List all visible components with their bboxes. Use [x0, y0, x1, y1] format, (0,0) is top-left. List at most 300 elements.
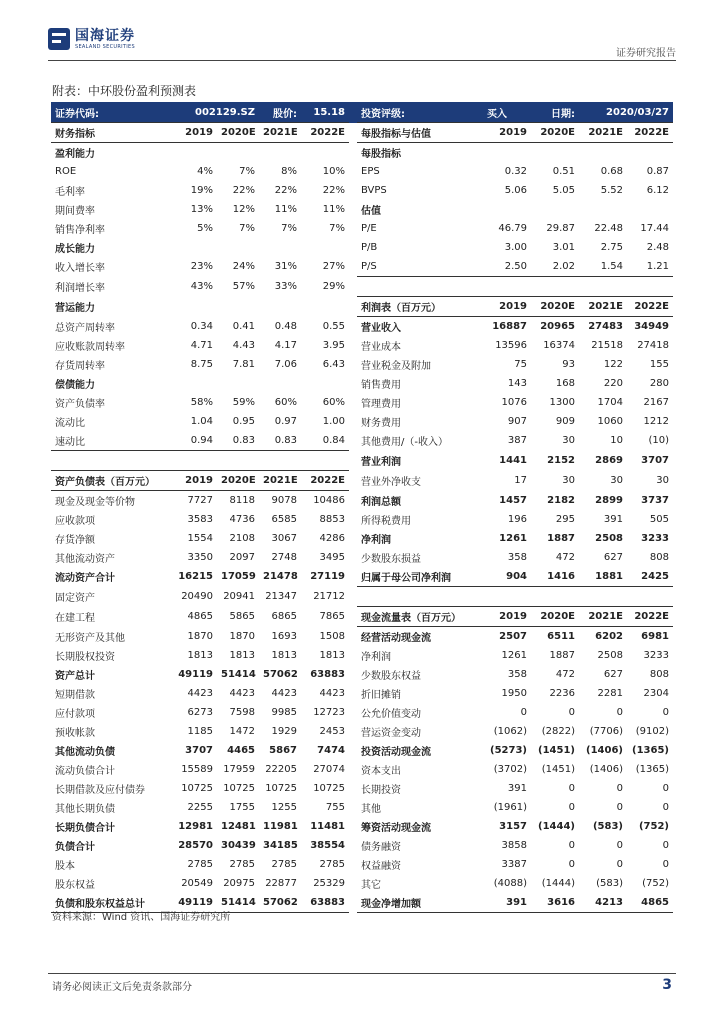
column-gap — [349, 741, 357, 760]
left-label-cell: 无形资产及其他 — [55, 632, 125, 644]
right-value-cell: (3702) — [493, 764, 527, 775]
left-label-cell: 应收款项 — [55, 516, 95, 527]
left-value-cell: 6865 — [271, 611, 297, 622]
right-label-cell: 权益融资 — [361, 861, 401, 872]
column-gap — [349, 548, 357, 567]
right-value-cell — [579, 277, 627, 297]
table-row — [51, 665, 673, 684]
column-gap — [349, 817, 357, 836]
page-number: 3 — [662, 977, 672, 993]
left-value-cell: 2022E — [301, 123, 349, 143]
forecast-table-body — [51, 102, 673, 913]
left-value-cell: 51414 — [217, 893, 259, 913]
column-gap — [349, 317, 357, 337]
left-value-cell: 7% — [281, 223, 297, 234]
right-value-cell: 3233 — [641, 533, 669, 544]
left-value-cell: 1813 — [229, 650, 255, 661]
left-value-cell: 22877 — [265, 878, 297, 889]
right-label-cell: 投资活动现金流 — [361, 747, 431, 758]
right-value-cell — [579, 143, 627, 163]
right-value-cell: 27483 — [588, 321, 623, 332]
left-value-cell: 6273 — [187, 707, 213, 718]
right-label-cell: 每股指标 — [361, 149, 401, 160]
left-value-cell: 10486 — [313, 495, 345, 506]
left-value-cell: 11% — [322, 204, 345, 215]
right-value-cell: 907 — [507, 416, 527, 427]
table-row — [51, 277, 673, 297]
left-value-cell: 1813 — [271, 650, 297, 661]
left-label-cell: 现金及现金等价物 — [55, 497, 135, 508]
column-gap — [349, 471, 357, 491]
right-value-cell — [483, 143, 531, 163]
right-value-cell: 0 — [662, 707, 669, 718]
left-value-cell: 57062 — [259, 893, 301, 913]
column-gap — [349, 529, 357, 548]
right-label-cell: 所得税费用 — [361, 516, 411, 527]
right-value-cell: (583) — [596, 878, 623, 889]
left-value-cell: 58% — [190, 397, 213, 408]
right-value-cell: 1887 — [547, 533, 575, 544]
left-value-cell: 0.97 — [274, 416, 297, 427]
left-value-cell: 63883 — [301, 893, 349, 913]
table-row — [51, 491, 673, 511]
left-value-cell: 2785 — [271, 859, 297, 870]
right-label-cell: 少数股东损益 — [361, 554, 421, 565]
right-value-cell: 1704 — [597, 397, 623, 408]
left-label-cell: 负债和股东权益总计 — [51, 893, 169, 913]
left-value-cell: 4865 — [187, 611, 213, 622]
right-value-cell — [531, 143, 579, 163]
right-label-cell: 营业税金及附加 — [361, 361, 431, 372]
left-value-cell: 1.04 — [190, 416, 213, 427]
right-value-cell: 4213 — [579, 893, 627, 913]
right-label-cell: 估值 — [361, 206, 381, 217]
left-value-cell: 7727 — [187, 495, 213, 506]
right-label-cell: 管理费用 — [361, 399, 401, 410]
left-value-cell: 24% — [232, 261, 255, 273]
left-value-cell: 2019 — [169, 471, 217, 491]
right-value-cell: (752) — [638, 821, 669, 832]
right-value-cell: 0 — [662, 859, 669, 870]
rating-value: 买入 — [483, 102, 531, 123]
left-value-cell: 51414 — [221, 669, 256, 680]
left-value-cell: 7598 — [229, 707, 255, 718]
right-label-cell: 营运资金变动 — [361, 728, 421, 739]
left-value-cell: 1472 — [229, 726, 255, 737]
left-label-cell: 收入增长率 — [55, 263, 105, 275]
left-value-cell: 10725 — [313, 783, 345, 794]
left-label-cell: 其他长期负债 — [55, 804, 115, 815]
left-label-cell: 盈利能力 — [55, 149, 95, 160]
left-value-cell — [169, 297, 217, 317]
right-value-cell: 2021E — [579, 297, 627, 317]
left-label-cell: 营运能力 — [55, 303, 95, 314]
right-value-cell: (1406) — [589, 764, 623, 775]
left-value-cell: 12723 — [313, 707, 345, 718]
table-row — [51, 257, 673, 277]
left-label-cell: 期间费率 — [55, 206, 95, 217]
left-value-cell: 4286 — [319, 533, 345, 544]
right-label-cell: 其它 — [361, 880, 381, 891]
left-value-cell: 30439 — [221, 840, 256, 851]
right-value-cell: 2022E — [627, 123, 673, 143]
table-row — [51, 684, 673, 703]
left-value-cell: 2785 — [187, 859, 213, 870]
report-type: 证券研究报告 — [616, 48, 676, 59]
column-gap — [349, 336, 357, 355]
left-value-cell: 4% — [197, 166, 213, 177]
left-value-cell: 5% — [197, 223, 213, 234]
column-gap — [349, 779, 357, 798]
right-value-cell: (1062) — [493, 726, 527, 737]
right-value-cell: (9102) — [635, 726, 669, 737]
left-label-cell: 存货净额 — [55, 535, 95, 546]
left-value-cell: 19% — [190, 185, 213, 196]
left-value-cell: 60% — [322, 397, 345, 408]
left-label-cell: 应付款项 — [55, 709, 95, 720]
right-value-cell: 0 — [616, 783, 623, 794]
left-value-cell: 4.43 — [232, 340, 255, 351]
right-value-cell: 34949 — [634, 321, 669, 332]
left-value-cell: 0.83 — [217, 431, 259, 451]
left-value-cell: 21478 — [263, 571, 298, 583]
left-value-cell: 16215 — [178, 571, 213, 583]
right-value-cell: 909 — [555, 416, 575, 427]
right-value-cell — [483, 200, 531, 219]
left-value-cell: 27074 — [313, 764, 345, 775]
left-value-cell: 2785 — [229, 859, 255, 870]
right-value-cell: 391 — [603, 514, 623, 525]
left-label-cell: 应收账款周转率 — [55, 342, 125, 353]
left-value-cell — [259, 238, 301, 257]
left-value-cell: 10725 — [265, 783, 297, 794]
right-value-cell: 122 — [603, 359, 623, 370]
right-value-cell: 2019 — [483, 123, 531, 143]
left-value-cell: 7.06 — [274, 359, 297, 370]
table-row — [51, 760, 673, 779]
left-value-cell: 34185 — [263, 840, 298, 851]
left-value-cell: 38554 — [310, 840, 345, 851]
column-gap — [349, 143, 357, 163]
left-value-cell: 11% — [274, 204, 297, 215]
left-value-cell — [259, 451, 301, 471]
right-value-cell: 2508 — [595, 533, 623, 544]
left-label-cell: 股东权益 — [55, 880, 95, 891]
right-value-cell: 387 — [507, 435, 527, 447]
right-value-cell: 2021E — [579, 123, 627, 143]
left-value-cell: 2022E — [301, 471, 349, 491]
right-value-cell: 2.48 — [646, 242, 669, 253]
right-value-cell: 46.79 — [498, 223, 527, 234]
left-value-cell: 2021E — [259, 471, 301, 491]
right-value-cell: 2508 — [597, 650, 623, 661]
right-value-cell: 2425 — [627, 567, 673, 587]
table-row — [51, 451, 673, 471]
column-gap — [349, 123, 357, 143]
left-value-cell: 3707 — [185, 745, 213, 756]
right-value-cell: 1457 — [499, 494, 527, 506]
left-value-cell: 3.95 — [322, 340, 345, 351]
left-value-cell: 9078 — [271, 495, 297, 506]
right-label-cell — [357, 277, 483, 297]
right-value-cell — [531, 277, 579, 297]
left-label-cell: 在建工程 — [55, 613, 95, 624]
forecast-table-wrap — [51, 102, 673, 913]
right-value-cell: 1300 — [549, 397, 575, 408]
column-gap — [349, 836, 357, 855]
right-value-cell: 2019 — [483, 607, 531, 627]
right-label-cell: 公允价值变动 — [361, 709, 421, 720]
left-label-cell: 股本 — [55, 861, 75, 872]
left-value-cell: 10725 — [181, 783, 213, 794]
left-value-cell: 4423 — [319, 688, 345, 699]
right-value-cell: 627 — [603, 552, 623, 563]
left-label-cell: 销售净利率 — [55, 225, 105, 236]
left-value-cell: 8118 — [229, 495, 255, 506]
left-value-cell — [169, 238, 217, 257]
right-value-cell: 2152 — [547, 455, 575, 466]
right-value-cell: 2022E — [627, 297, 673, 317]
table-row — [51, 722, 673, 741]
left-label-cell: 资产负债表（百万元） — [51, 471, 169, 491]
left-label-cell: 偿债能力 — [55, 380, 95, 391]
right-label-cell: 净利润 — [361, 652, 391, 663]
right-label-cell: 其他费用/（-收入） — [361, 437, 448, 449]
table-row — [51, 123, 673, 143]
column-gap — [349, 451, 357, 471]
right-value-cell: (10) — [648, 435, 669, 447]
left-value-cell: 27119 — [310, 571, 345, 583]
right-value-cell: 0.68 — [600, 166, 623, 177]
right-value-cell: (1451) — [541, 764, 575, 775]
left-value-cell: 2255 — [187, 802, 213, 813]
right-label-cell: 债务融资 — [361, 842, 401, 853]
right-value-cell: 17 — [514, 475, 527, 486]
left-value-cell: 57062 — [263, 669, 298, 680]
left-value-cell — [301, 238, 349, 257]
left-value-cell: 0.95 — [232, 416, 255, 427]
left-label-cell: 资产总计 — [55, 671, 95, 682]
price-value: 15.18 — [301, 102, 349, 123]
left-value-cell — [301, 374, 349, 393]
column-gap — [349, 510, 357, 529]
left-value-cell: 9985 — [271, 707, 297, 718]
table-row — [51, 646, 673, 665]
table-row — [51, 143, 673, 163]
table-row — [51, 219, 673, 238]
column-gap — [349, 893, 357, 913]
right-label-cell: 营业利润 — [361, 457, 401, 468]
table-row — [51, 412, 673, 431]
left-label-cell: 利润增长率 — [55, 283, 105, 294]
left-value-cell: 6585 — [271, 514, 297, 525]
right-value-cell: 0 — [662, 840, 669, 851]
table-row — [51, 374, 673, 393]
left-value-cell: 1554 — [187, 533, 213, 544]
left-label-cell: 流动负债合计 — [55, 766, 115, 777]
right-value-cell: 2507 — [499, 631, 527, 642]
right-value-cell: 27418 — [637, 340, 669, 351]
table-row — [51, 510, 673, 529]
stock-code-value: 002129.SZ — [169, 102, 259, 123]
right-value-cell: 2020E — [531, 123, 579, 143]
right-label-cell: P/E — [361, 223, 377, 234]
right-value-cell — [627, 277, 673, 297]
left-value-cell: 20941 — [223, 591, 255, 602]
left-value-cell: 1185 — [187, 726, 213, 737]
right-label-cell: 其他 — [361, 804, 381, 815]
left-value-cell: 43% — [190, 281, 213, 292]
right-value-cell: (4088) — [493, 878, 527, 889]
right-value-cell: 1.54 — [579, 257, 627, 277]
right-value-cell: 30 — [562, 435, 575, 447]
left-value-cell: 0.83 — [259, 431, 301, 451]
right-value-cell — [531, 200, 579, 219]
left-value-cell: 17059 — [221, 571, 256, 583]
right-value-cell: 0.32 — [504, 166, 527, 177]
left-value-cell: 8853 — [319, 514, 345, 525]
right-label-cell: 利润表（百万元） — [357, 297, 483, 317]
left-value-cell: 2020E — [217, 123, 259, 143]
left-value-cell: 755 — [325, 802, 345, 813]
right-label-cell: 净利润 — [361, 535, 391, 546]
right-value-cell: 0 — [662, 802, 669, 813]
right-value-cell: 1261 — [499, 533, 527, 544]
right-value-cell: 472 — [555, 669, 575, 680]
column-gap — [349, 684, 357, 703]
right-value-cell: 2167 — [643, 397, 669, 408]
right-value-cell: 2.50 — [483, 257, 531, 277]
left-value-cell: 5865 — [229, 611, 255, 622]
right-value-cell: 0 — [662, 783, 669, 794]
left-value-cell: 23% — [190, 261, 213, 273]
right-value-cell: 16887 — [492, 321, 527, 332]
right-value-cell: (1406) — [586, 745, 623, 756]
left-value-cell: 21347 — [265, 591, 297, 602]
table-row — [51, 874, 673, 893]
column-gap — [349, 277, 357, 297]
right-value-cell: 0.51 — [552, 166, 575, 177]
left-label-cell: 速动比 — [51, 431, 169, 451]
right-label-cell: 财务费用 — [361, 418, 401, 429]
table-row — [51, 836, 673, 855]
table-row — [51, 817, 673, 836]
left-value-cell: 1813 — [187, 650, 213, 661]
right-value-cell: 5.52 — [600, 185, 623, 196]
right-value-cell: 295 — [555, 514, 575, 525]
right-value-cell — [579, 587, 627, 607]
column-gap — [349, 587, 357, 607]
right-value-cell: 808 — [649, 669, 669, 680]
left-value-cell: 57% — [232, 281, 255, 292]
left-label-cell: 长期股权投资 — [55, 652, 115, 663]
left-value-cell: 29% — [322, 281, 345, 292]
right-label-cell: BVPS — [361, 185, 387, 196]
right-value-cell — [483, 587, 531, 607]
right-value-cell: (1365) — [635, 764, 669, 775]
right-value-cell: 1076 — [501, 397, 527, 408]
table-caption: 附表：中环股份盈利预测表 — [52, 84, 197, 98]
right-value-cell: 1212 — [643, 416, 669, 427]
right-value-cell — [531, 587, 579, 607]
right-value-cell: 0 — [568, 783, 575, 794]
right-value-cell: (7706) — [589, 726, 623, 737]
table-row — [51, 317, 673, 337]
table-row — [51, 627, 673, 647]
right-value-cell: 358 — [507, 552, 527, 563]
left-value-cell: 1929 — [271, 726, 297, 737]
logo-icon — [48, 28, 70, 50]
right-label-cell: 少数股东权益 — [361, 671, 421, 682]
column-gap — [349, 412, 357, 431]
left-value-cell: 1255 — [271, 802, 297, 813]
left-value-cell — [217, 374, 259, 393]
left-value-cell: 4465 — [227, 745, 255, 756]
table-row — [51, 587, 673, 607]
left-value-cell: 4.71 — [190, 340, 213, 351]
right-value-cell: 3616 — [531, 893, 579, 913]
right-value-cell: 5.05 — [552, 185, 575, 196]
right-value-cell: 1887 — [549, 650, 575, 661]
table-row — [51, 238, 673, 257]
left-value-cell: 21712 — [313, 591, 345, 602]
left-value-cell: 1813 — [319, 650, 345, 661]
right-value-cell: 3233 — [643, 650, 669, 661]
column-gap — [349, 238, 357, 257]
left-value-cell: 0.34 — [190, 320, 213, 332]
right-value-cell — [627, 143, 673, 163]
right-value-cell: 280 — [649, 378, 669, 389]
table-row — [51, 431, 673, 451]
left-value-cell: 1508 — [319, 630, 345, 642]
right-label-cell: 营业外净收支 — [361, 477, 421, 488]
right-label-cell: 经营活动现金流 — [361, 633, 431, 644]
right-value-cell: 2020E — [531, 297, 579, 317]
left-label-cell: 预收帐款 — [55, 728, 95, 739]
right-value-cell: 808 — [649, 552, 669, 563]
right-label-cell: EPS — [361, 166, 380, 177]
left-label-cell: 毛利率 — [55, 187, 85, 198]
left-value-cell: 63883 — [310, 669, 345, 680]
left-value-cell: 4423 — [229, 688, 255, 699]
left-label-cell: 其他流动负债 — [55, 747, 115, 758]
date-value: 2020/03/27 — [579, 102, 673, 123]
right-value-cell: 6202 — [595, 631, 623, 642]
left-value-cell: 3067 — [271, 533, 297, 544]
left-value-cell — [169, 374, 217, 393]
left-value-cell: 4.17 — [274, 340, 297, 351]
left-label-cell: 长期借款及应付债券 — [55, 785, 145, 796]
right-value-cell: 627 — [603, 669, 623, 680]
right-value-cell: 0 — [616, 859, 623, 870]
right-value-cell: 1950 — [501, 688, 527, 699]
right-value-cell: 30 — [610, 475, 623, 486]
left-value-cell: 11981 — [263, 821, 298, 832]
right-value-cell: 0 — [616, 707, 623, 718]
left-value-cell: 2097 — [229, 552, 255, 563]
price-label: 股价: — [259, 102, 301, 123]
right-label-cell: 销售费用 — [361, 380, 401, 391]
table-row — [51, 355, 673, 374]
right-value-cell: 2022E — [627, 607, 673, 627]
left-value-cell: 22% — [274, 185, 297, 196]
table-row — [51, 529, 673, 548]
right-value-cell: 1416 — [531, 567, 579, 587]
left-value-cell: 20549 — [181, 878, 213, 889]
column-gap — [349, 181, 357, 200]
right-label-cell: P/S — [357, 257, 483, 277]
column-gap — [349, 297, 357, 317]
